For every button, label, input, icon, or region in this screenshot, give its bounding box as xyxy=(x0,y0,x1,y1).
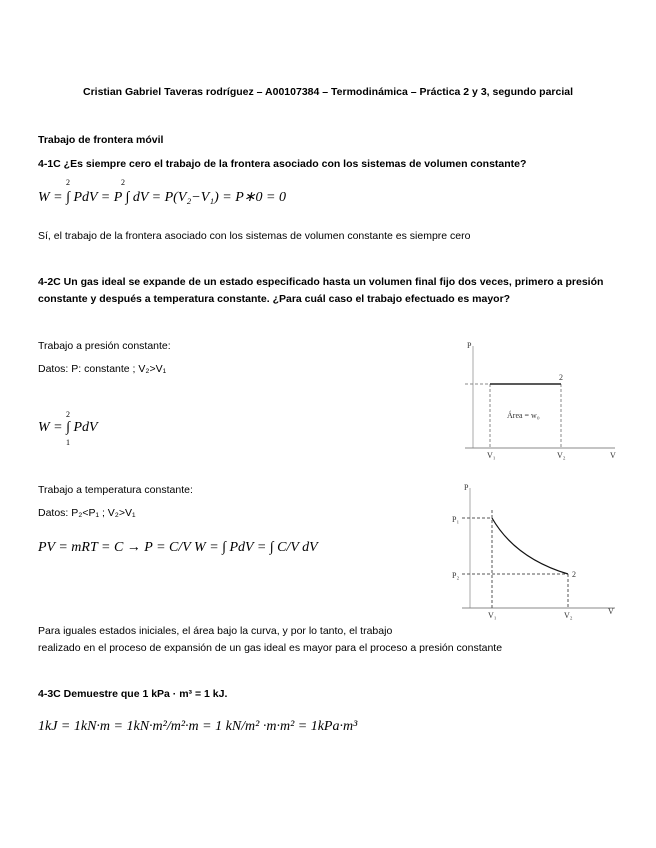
pressure-constant-data: Datos: P: constante ; V₂>V₁ xyxy=(38,363,167,375)
constant-temperature-diagram xyxy=(450,478,620,624)
area-label: Área = w₀ xyxy=(507,411,540,420)
pressure-constant-equation: W = ∫ PdV xyxy=(38,420,98,435)
v1-label: V₁ xyxy=(487,451,496,460)
equation-4-3c: 1kJ = 1kN·m = 1kN·m²/m²·m = 1 kN/m² ·m·m² = 1kPa·m³ xyxy=(38,719,358,734)
limit: 2 xyxy=(121,178,125,187)
equation-4-1c: W = ∫ PdV = P ∫ dV = P(V₂−V₁) = P∗0 = 0 xyxy=(38,190,286,205)
p1-label: P₁ xyxy=(452,515,460,524)
v2-label: V₂ xyxy=(557,451,566,460)
v-axis-label: V xyxy=(610,451,616,460)
question-4-1c: 4-1C ¿Es siempre cero el trabajo de la frontera asociado con los sistemas de volumen constante? xyxy=(38,158,527,170)
p-axis-label: P xyxy=(467,341,472,350)
p2-label: P₂ xyxy=(452,571,460,580)
question-4-3c: 4-3C Demuestre que 1 kPa · m³ = 1 kJ. xyxy=(38,688,228,700)
limit: 1 xyxy=(66,438,70,447)
temperature-constant-heading: Trabajo a temperatura constante: xyxy=(38,484,193,496)
limit: 2 xyxy=(66,178,70,187)
temperature-constant-equation: PV = mRT = C → P = C/V W = ∫ PdV = ∫ C/V dV xyxy=(38,540,318,555)
answer-4-1c: Sí, el trabajo de la frontera asociado con los sistemas de volumen constante es siempre cero xyxy=(38,230,471,242)
point-2-label: 2 xyxy=(572,570,576,579)
v2-label: V₂ xyxy=(564,611,573,620)
conclusion-line1: Para iguales estados iniciales, el área bajo la curva, y por lo tanto, el trabajo xyxy=(38,625,393,637)
point-2-label: 2 xyxy=(559,373,563,382)
v1-label: V₁ xyxy=(488,611,497,620)
conclusion-line2: realizado en el proceso de expansión de un gas ideal es mayor para el proceso a presión constante xyxy=(38,642,503,654)
question-4-2c-line1: 4-2C Un gas ideal se expande de un estado especificado hasta un volumen final fijo dos veces, primero a presión xyxy=(38,276,604,288)
v-axis-label: V xyxy=(608,607,614,616)
header: Cristian Gabriel Taveras rodríguez – A00107384 – Termodinámica – Práctica 2 y 3, segundo parcial xyxy=(82,86,574,98)
p-axis-label: P xyxy=(464,483,469,492)
question-4-2c-line2: constante y después a temperatura constante. ¿Para cuál caso el trabajo efectuado es mayor? xyxy=(38,293,511,305)
limit: 2 xyxy=(66,410,70,419)
pressure-constant-heading: Trabajo a presión constante: xyxy=(38,340,171,352)
temperature-constant-data: Datos: P₂<P₁ ; V₂>V₁ xyxy=(38,507,136,519)
constant-pressure-diagram xyxy=(455,338,620,460)
section-title: Trabajo de frontera móvil xyxy=(38,134,164,146)
